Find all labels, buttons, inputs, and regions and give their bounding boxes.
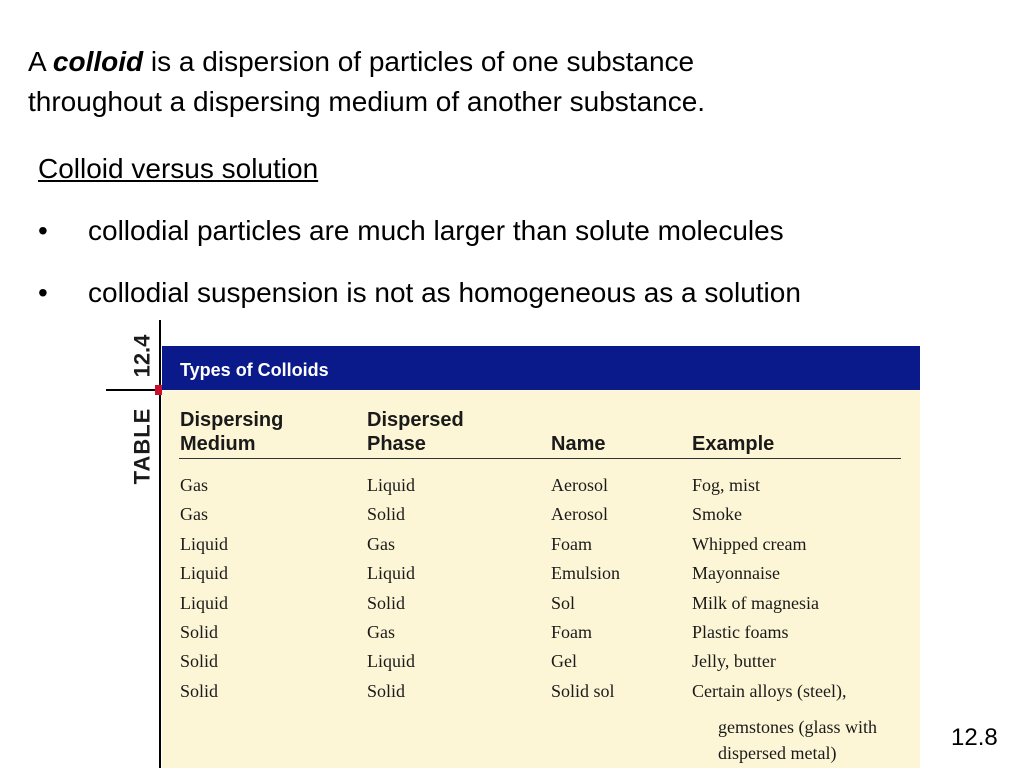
bullet-icon: • — [38, 277, 48, 308]
cell-phase: Gas — [367, 622, 395, 642]
table-label: TABLE — [129, 407, 155, 485]
cell-example: Plastic foams — [692, 622, 789, 642]
bullet-text: collodial particles are much larger than solute molecules — [88, 215, 784, 246]
cell-medium: Solid — [180, 651, 219, 672]
table-title: Types of Colloids — [180, 360, 329, 380]
intro-line2: throughout a dispersing medium of another substance. — [28, 86, 706, 117]
bullet-item — [38, 212, 784, 250]
header-name: Name — [551, 433, 606, 455]
cell-medium: Liquid — [180, 563, 228, 584]
cell-example: Smoke — [692, 504, 743, 525]
table-number: 12.4 — [129, 334, 155, 378]
example-continuation: gemstones (glass with — [718, 717, 877, 737]
cell-medium: Liquid — [180, 533, 228, 554]
cell-medium: Gas — [180, 504, 208, 525]
cell-example: Mayonnaise — [692, 563, 780, 584]
intro-prefix: A — [28, 46, 53, 77]
header-rule — [179, 458, 901, 459]
cell-name: Aerosol — [551, 475, 608, 495]
cell-name: Sol — [551, 592, 576, 613]
header-dispersed-phase: Dispersed Phase — [367, 409, 464, 455]
cell-example: Fog, mist — [692, 475, 761, 495]
intro-line1-rest: is a dispersion of particles of one substance — [143, 46, 695, 77]
cell-phase: Solid — [367, 592, 406, 613]
cell-name: Gel — [551, 651, 577, 672]
bullet-icon: • — [38, 215, 48, 246]
cell-phase: Liquid — [367, 563, 415, 584]
bullet-text: collodial suspension is not as homogeneous as a solution — [88, 277, 801, 308]
cell-phase: Liquid — [367, 651, 415, 672]
table-divider — [106, 389, 161, 391]
table-title-bar — [162, 346, 920, 390]
example-continuation: dispersed metal) — [718, 743, 837, 763]
slide-number: 12.8 — [951, 724, 998, 751]
intro-term: colloid — [52, 46, 144, 77]
cell-name: Emulsion — [551, 563, 621, 584]
subheading: Colloid versus solution — [38, 153, 319, 184]
header-example: Example — [692, 433, 775, 455]
cell-medium: Liquid — [180, 592, 228, 613]
cell-example: Jelly, butter — [692, 651, 776, 672]
cell-name: Aerosol — [551, 504, 608, 525]
cell-medium: Solid — [180, 680, 219, 701]
bullet-item — [38, 274, 801, 312]
cell-name: Solid sol — [551, 680, 615, 701]
cell-example: Whipped cream — [692, 533, 807, 554]
cell-example: Certain alloys (steel), — [692, 680, 847, 701]
intro-paragraph — [28, 42, 988, 122]
header-dispersing-medium: Dispersing Medium — [180, 409, 284, 455]
colloid-table — [162, 346, 920, 768]
cell-example: Milk of magnesia — [692, 592, 819, 613]
cell-phase: Gas — [367, 533, 395, 554]
cell-phase: Solid — [367, 680, 406, 701]
cell-medium: Gas — [180, 475, 208, 495]
cell-name: Foam — [551, 533, 593, 554]
cell-phase: Solid — [367, 504, 406, 525]
cell-medium: Solid — [180, 622, 219, 642]
cell-name: Foam — [551, 622, 593, 642]
cell-phase: Liquid — [367, 475, 415, 495]
